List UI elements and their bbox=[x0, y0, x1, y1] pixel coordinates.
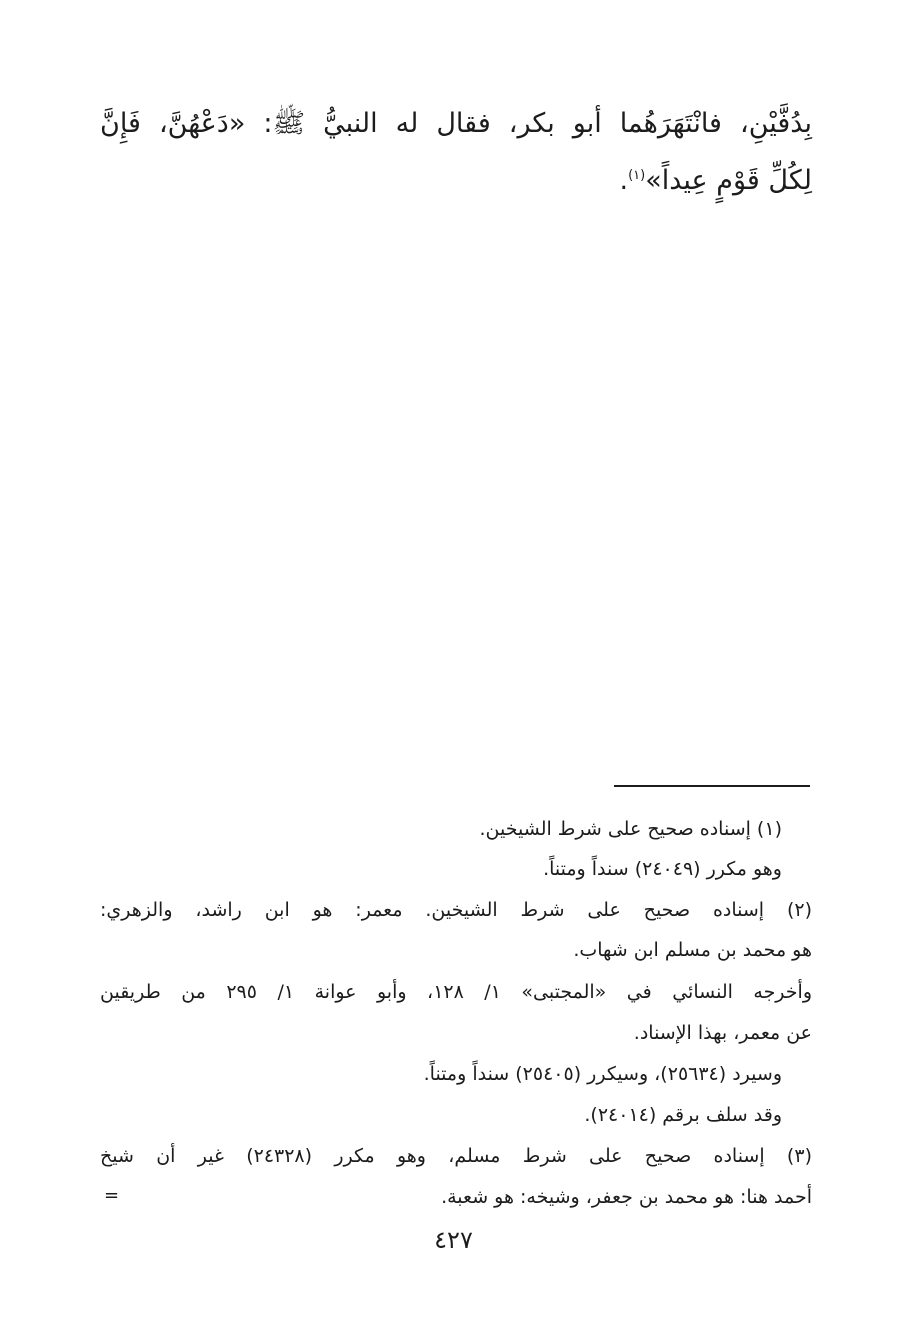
footnote-line: وهو مكرر (٢٤٠٤٩) سنداً ومتناً. bbox=[543, 858, 782, 880]
text-line bbox=[100, 702, 812, 754]
continuation-mark: = bbox=[104, 1185, 120, 1206]
footnote-separator bbox=[614, 785, 810, 787]
footnote-line: (٢) إسناده صحيح على شرط الشيخين. معمر: هو ابن راشد، والزهري: bbox=[100, 899, 812, 921]
page-number: ٤٢٧ bbox=[434, 1226, 473, 1254]
text-line bbox=[100, 378, 812, 430]
text-line bbox=[100, 596, 812, 648]
text-line bbox=[100, 542, 812, 594]
hadith-heading-line bbox=[100, 267, 812, 307]
hadith-heading-24953 bbox=[100, 225, 812, 265]
footnote-line: وسيرد (٢٥٦٣٤)، وسيكرر (٢٥٤٠٥) سنداً ومتناً. bbox=[423, 1063, 782, 1085]
footnote-line: وقد سلف برقم (٢٤٠١٤). bbox=[584, 1104, 782, 1126]
footnote-line: عن معمر، بهذا الإسناد. bbox=[633, 1022, 812, 1044]
text-line bbox=[100, 322, 812, 374]
footnote-line: هو محمد بن مسلم ابن شهاب. bbox=[573, 939, 812, 961]
hadith-heading-line bbox=[100, 488, 812, 528]
text-line: لِكُلِّ قَوْمٍ عِيداً»$^{(١)}$. bbox=[619, 165, 812, 196]
footnote-line: أحمد هنا: هو محمد بن جعفر، وشيخه: هو شعبة. bbox=[441, 1186, 812, 1208]
text-line bbox=[100, 649, 812, 701]
footnote-line: (١) إسناده صحيح على شرط الشيخين. bbox=[479, 818, 782, 840]
footnote-ref: (١) bbox=[628, 168, 646, 183]
hadith-heading-24954 bbox=[100, 446, 812, 486]
footnote-line: وأخرجه النسائي في «المجتبى» ١/ ١٢٨، وأبو عوانة ١/ ٢٩٥ من طريقين bbox=[100, 981, 812, 1003]
text-line: بِدُفَّيْنِ، فانْتَهَرَهُما أبو بكر، فقال له النبيُّ ﷺ: «دَعْهُنَّ، فَإِنَّ bbox=[100, 108, 812, 139]
footnote-line: (٣) إسناده صحيح على شرط مسلم، وهو مكرر (٢٤٣٢٨) غير أن شيخ bbox=[100, 1145, 812, 1167]
